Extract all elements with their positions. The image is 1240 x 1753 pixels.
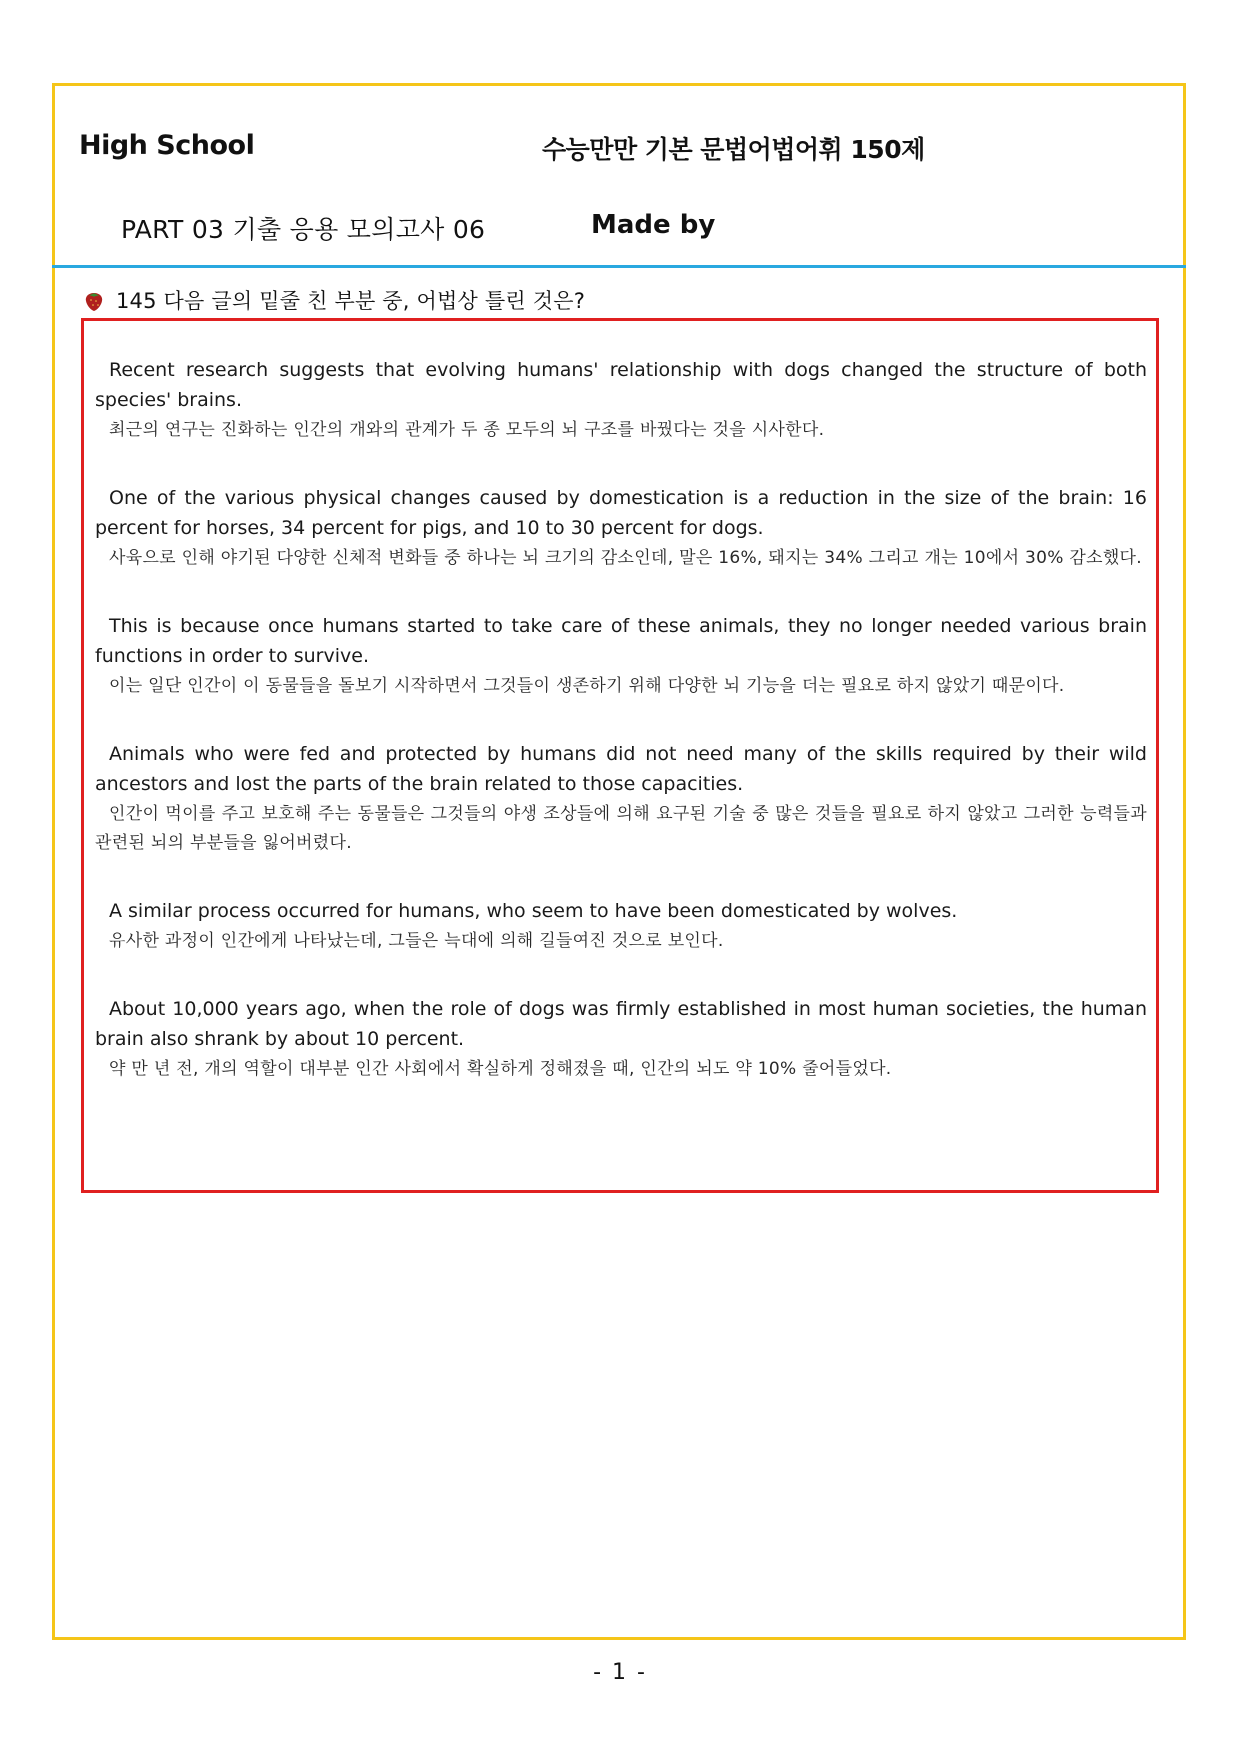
passage-box	[81, 318, 1159, 1193]
korean-translation: 약 만 년 전, 개의 역할이 대부분 인간 사회에서 확실하게 정해졌을 때, 인간의 뇌도 약 10% 줄어들었다.	[109, 1059, 892, 1079]
question-text: 145 다음 글의 밑줄 친 부분 중, 어법상 틀린 것은?	[116, 289, 586, 313]
made-by-label: Made by	[591, 210, 716, 240]
korean-translation: 이는 일단 인간이 이 동물들을 돌보기 시작하면서 그것들이 생존하기 위해 다양한 뇌 기능을 더는 필요로 하지 않았기 때문이다.	[109, 676, 1065, 696]
passage-paragraph	[95, 896, 1147, 956]
passage-paragraph	[95, 611, 1147, 701]
page-number: - 1 -	[593, 1660, 647, 1685]
korean-translation: 최근의 연구는 진화하는 인간의 개와의 관계가 두 종 모두의 뇌 구조를 바꿨다는 것을 시사한다.	[109, 420, 825, 440]
passage-paragraph	[95, 483, 1147, 573]
question-heading	[84, 285, 585, 315]
korean-translation: 인간이 먹이를 주고 보호해 주는 동물들은 그것들의 야생 조상들에 의해 요구된 기술 중 많은 것들을 필요로 하지 않았고 그러한 능력들과 관련된 뇌의 부분들을 잃어버렸다.	[95, 804, 1147, 853]
passage-paragraph	[95, 739, 1147, 858]
english-sentence: This is because once humans started to take care of these animals, they no longer needed various brain functions in order to survive.	[95, 615, 1147, 667]
series-title: 수능만만 기본 문법어법어휘 150제	[542, 135, 925, 164]
school-label: High School	[79, 130, 255, 161]
passage-paragraph	[95, 355, 1147, 445]
strawberry-icon	[84, 288, 104, 312]
english-sentence: Recent research suggests that evolving humans' relationship with dogs changed the structure of both species' brains.	[95, 359, 1147, 411]
english-sentence: Animals who were fed and protected by humans did not need many of the skills required by their wild ancestors and lost the parts of the brain related to those capacities.	[95, 743, 1147, 795]
english-sentence: A similar process occurred for humans, who seem to have been domesticated by wolves.	[109, 900, 958, 922]
passage-paragraph	[95, 994, 1147, 1084]
header-divider	[52, 265, 1186, 268]
korean-translation: 사육으로 인해 야기된 다양한 신체적 변화들 중 하나는 뇌 크기의 감소인데, 말은 16%, 돼지는 34% 그리고 개는 10에서 30% 감소했다.	[109, 548, 1142, 568]
english-sentence: One of the various physical changes caused by domestication is a reduction in the size of the brain: 16 percent for horses, 34 percent for pigs, and 10 to 30 percent for dogs.	[95, 487, 1147, 539]
english-sentence: About 10,000 years ago, when the role of dogs was firmly established in most human societies, the human brain also shrank by about 10 percent.	[95, 998, 1147, 1050]
part-title: PART 03 기출 응용 모의고사 06	[121, 215, 486, 244]
korean-translation: 유사한 과정이 인간에게 나타났는데, 그들은 늑대에 의해 길들여진 것으로 보인다.	[109, 931, 724, 951]
